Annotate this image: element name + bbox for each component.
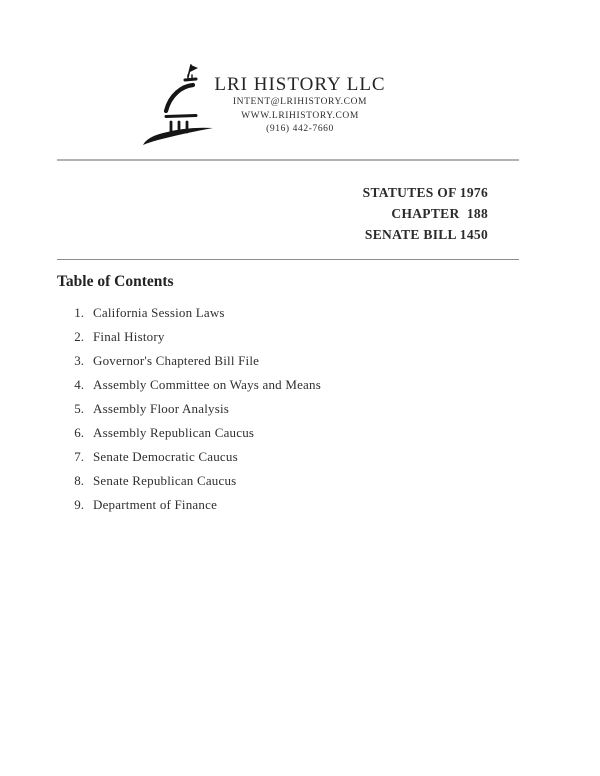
- list-item: [68, 469, 321, 493]
- list-item: [68, 349, 321, 373]
- list-item: [68, 325, 321, 349]
- letterhead: [0, 74, 600, 137]
- company-name: LRI HISTORY LLC: [214, 74, 386, 95]
- item-label: Department of Finance: [93, 497, 218, 512]
- item-label: Assembly Republican Caucus: [93, 425, 255, 440]
- statute-reference: [363, 182, 488, 245]
- statutes-year: STATUTES OF 1976: [362, 185, 488, 200]
- bill-number: SENATE BILL 1450: [364, 227, 488, 242]
- list-item: [68, 397, 321, 421]
- item-number: 3.: [74, 353, 84, 368]
- company-website: WWW.LRIHISTORY.COM: [241, 110, 359, 121]
- item-label: Final History: [93, 329, 165, 344]
- list-item: [68, 421, 321, 445]
- toc-list: [68, 301, 321, 517]
- divider-bottom: [57, 259, 519, 260]
- company-phone: (916) 442-7660: [266, 124, 334, 134]
- item-number: 8.: [74, 473, 84, 488]
- chapter-number: CHAPTER 188: [391, 206, 488, 221]
- item-label: Assembly Committee on Ways and Means: [93, 377, 321, 392]
- list-item: [68, 493, 321, 517]
- item-number: 6.: [74, 425, 84, 440]
- item-label: Senate Democratic Caucus: [93, 449, 238, 464]
- item-number: 2.: [74, 329, 84, 344]
- item-label: Governor's Chaptered Bill File: [93, 353, 260, 368]
- item-number: 4.: [74, 377, 84, 392]
- item-label: Senate Republican Caucus: [93, 473, 237, 488]
- divider-top: [57, 159, 519, 161]
- item-label: California Session Laws: [93, 305, 225, 320]
- toc-heading: Table of Contents: [57, 273, 174, 290]
- item-label: Assembly Floor Analysis: [93, 401, 230, 416]
- item-number: 7.: [74, 449, 84, 464]
- list-item: [68, 373, 321, 397]
- company-email: INTENT@LRIHISTORY.COM: [232, 97, 368, 107]
- item-number: 9.: [74, 497, 84, 512]
- list-item: [68, 445, 321, 469]
- item-number: 5.: [74, 401, 84, 416]
- item-number: 1.: [74, 305, 84, 320]
- list-item: [68, 301, 321, 325]
